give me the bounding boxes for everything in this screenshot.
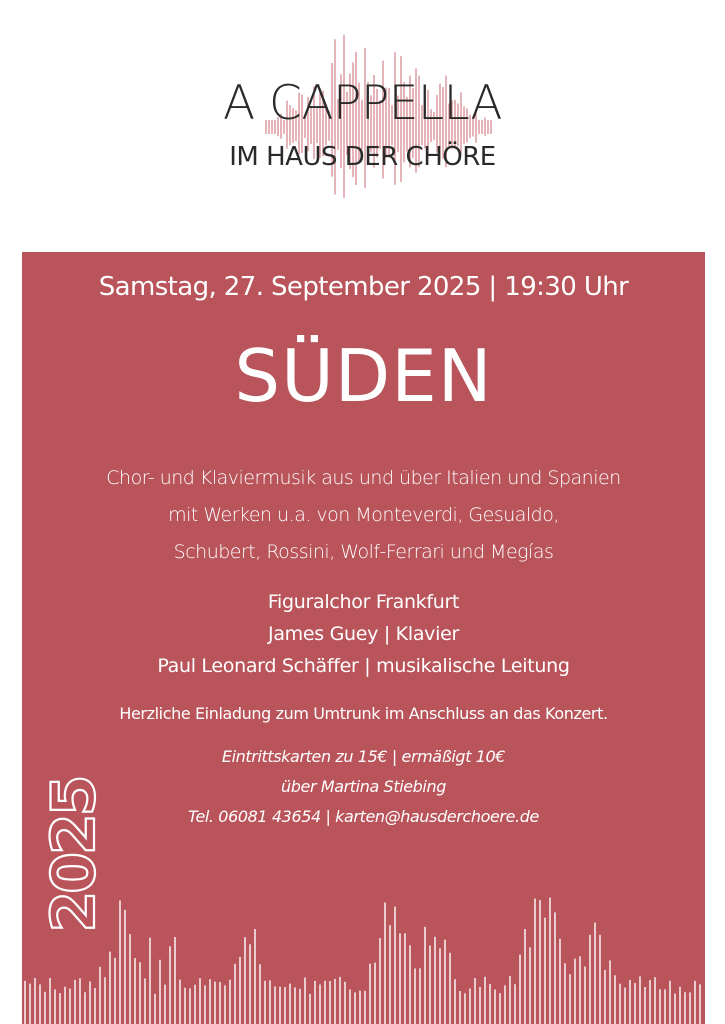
performers-list	[22, 586, 705, 682]
performer-line: James Guey | Klavier	[268, 623, 459, 645]
description-line: Schubert, Rossini, Wolf-Ferrari und Megías	[173, 541, 554, 563]
invitation-text: Herzliche Einladung zum Umtrunk im Anschluss an das Konzert.	[119, 704, 608, 723]
year-outline-text: 2025	[39, 777, 109, 933]
program-description	[22, 460, 705, 571]
event-date: Samstag, 27. September 2025 | 19:30 Uhr	[98, 272, 629, 302]
description-line: Chor- und Klaviermusik aus und über Italien und Spanien	[106, 467, 621, 489]
event-title: SÜDEN	[234, 334, 493, 418]
poster-header	[0, 0, 725, 252]
performer-line: Figuralchor Frankfurt	[267, 591, 460, 613]
event-panel	[22, 252, 705, 1024]
performer-line: Paul Leonard Schäffer | musikalische Leitung	[157, 655, 570, 677]
ticket-contact: über Martina Stiebing	[281, 777, 446, 796]
logo-subtitle: IM HAUS DER CHÖRE	[229, 142, 496, 172]
ticket-info	[22, 742, 705, 832]
year-badge	[36, 760, 116, 950]
logo-title: A CAPPELLA	[222, 76, 503, 131]
ticket-price: Eintrittskarten zu 15€ | ermäßigt 10€	[221, 747, 506, 766]
description-line: mit Werken u.a. von Monteverdi, Gesualdo,	[168, 504, 559, 526]
ticket-phone-email: Tel. 06081 43654 | karten@hausderchoere.de	[188, 807, 539, 826]
